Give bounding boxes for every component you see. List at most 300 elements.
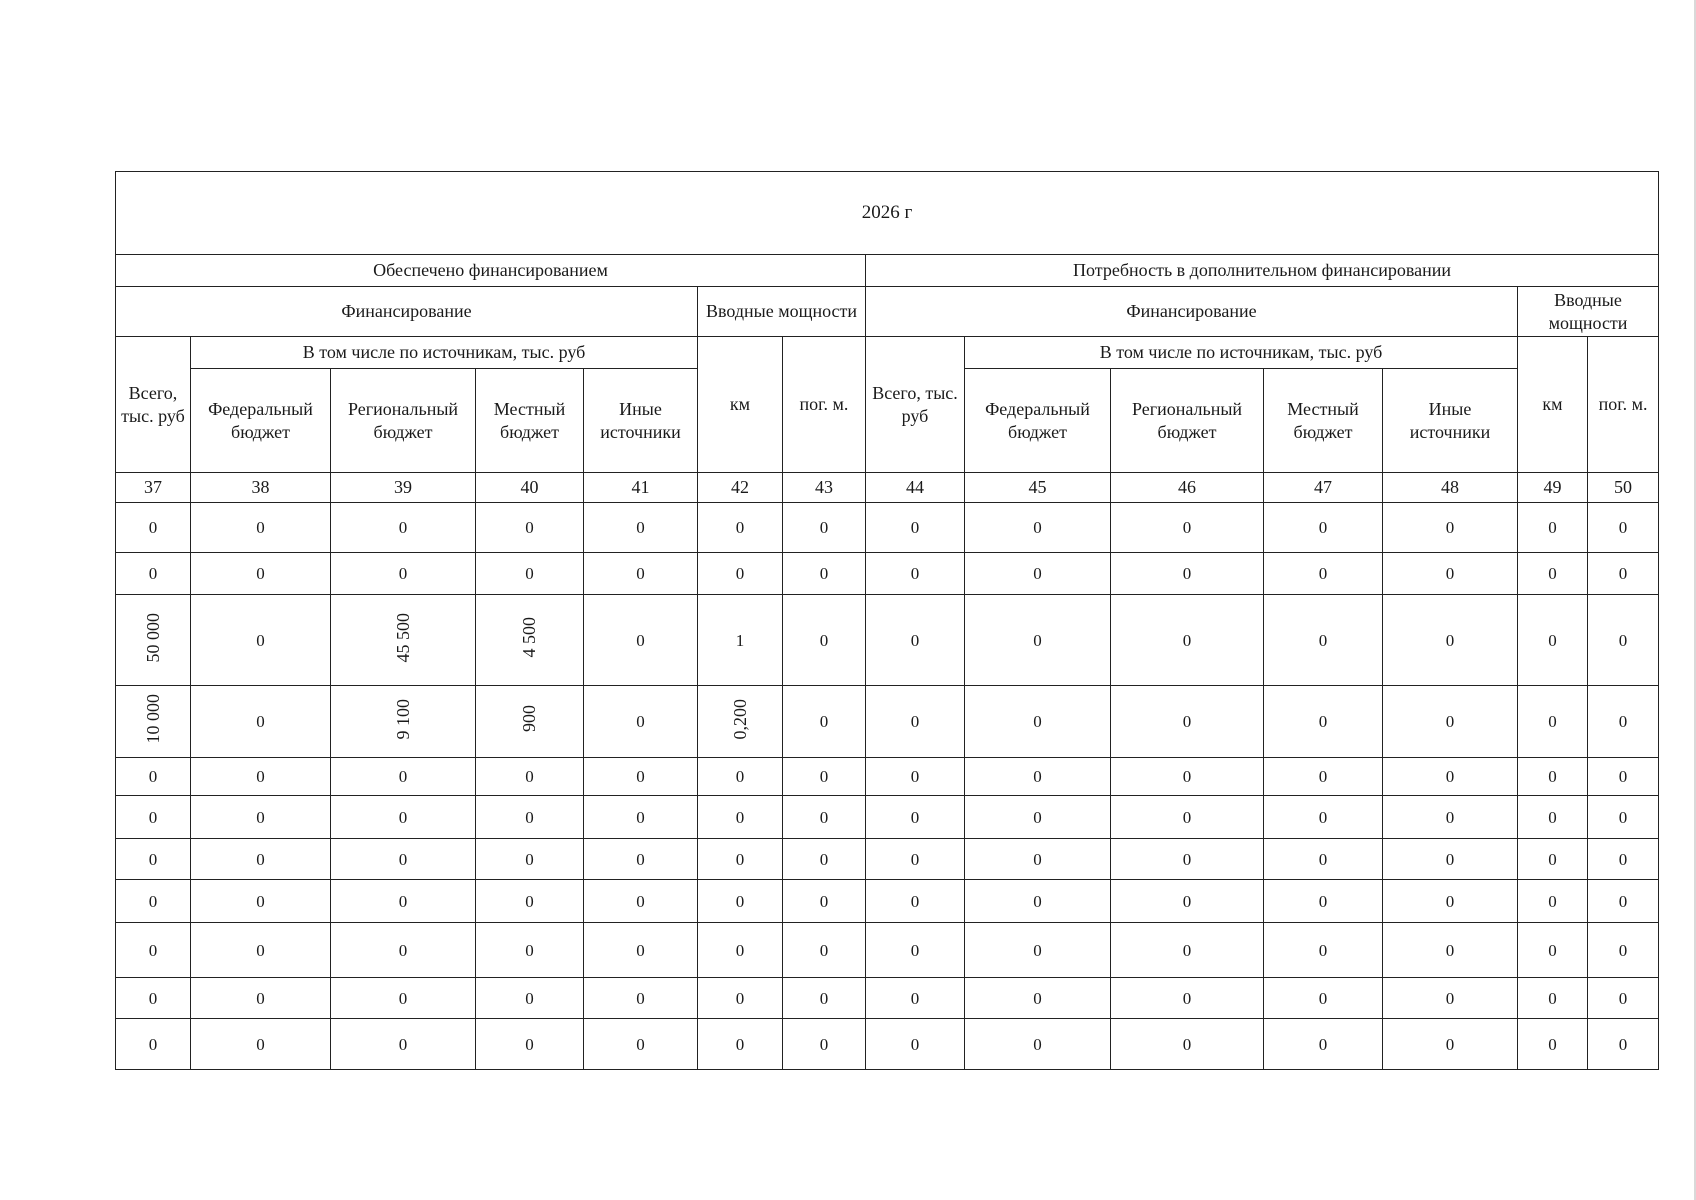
financing-right-header: Финансирование <box>866 287 1518 337</box>
table-cell <box>1383 923 1518 978</box>
cell-value: 0 <box>148 891 158 911</box>
cell-value: 0 <box>819 849 829 869</box>
table-cell <box>866 595 965 686</box>
table-cell <box>191 796 331 839</box>
table-cell <box>965 553 1111 595</box>
cell-value: 0 <box>1445 988 1455 1008</box>
cell-value: 0 <box>525 988 534 1008</box>
cell-value: 0 <box>819 630 829 650</box>
col-total-right: Всего, тыс. руб <box>866 337 965 473</box>
table-cell <box>1588 839 1659 880</box>
table-cell <box>331 503 476 553</box>
table-cell <box>1264 923 1383 978</box>
cell-value: 0 <box>1318 767 1328 787</box>
cell-value: 0 <box>1618 807 1628 827</box>
cell-value: 0 <box>819 1034 829 1054</box>
cell-value: 0 <box>256 849 265 869</box>
cell-value: 0 <box>1548 630 1557 650</box>
cell-value: 0 <box>398 564 408 584</box>
cell-value: 1 <box>735 630 745 650</box>
financing-table <box>115 171 1659 1070</box>
table-cell <box>584 923 698 978</box>
table-cell <box>1383 595 1518 686</box>
table-cell <box>116 686 191 758</box>
cell-value: 0 <box>636 564 645 584</box>
cell-value: 0 <box>1182 564 1192 584</box>
table-cell <box>1588 553 1659 595</box>
table-cell <box>584 686 698 758</box>
cell-value: 0 <box>256 564 265 584</box>
table-row <box>116 503 1659 553</box>
table-cell <box>965 796 1111 839</box>
table-cell <box>1518 880 1588 923</box>
table-cell <box>965 839 1111 880</box>
table-cell <box>1518 686 1588 758</box>
table-cell <box>476 1019 584 1070</box>
cell-value: 0 <box>1182 518 1192 538</box>
table-cell <box>191 503 331 553</box>
table-cell <box>866 796 965 839</box>
table-cell <box>965 880 1111 923</box>
cell-value: 0 <box>256 712 265 732</box>
cell-value: 0 <box>1618 518 1628 538</box>
table-cell <box>783 553 866 595</box>
cell-value: 0 <box>735 807 745 827</box>
table-cell <box>1264 758 1383 796</box>
capacity-left-header: Вводные мощности <box>698 287 866 337</box>
cell-value: 0 <box>636 807 645 827</box>
table-cell <box>698 758 783 796</box>
table-cell <box>783 1019 866 1070</box>
cell-value: 0 <box>1182 891 1192 911</box>
cell-value: 9 100 <box>392 698 413 739</box>
table-cell <box>331 758 476 796</box>
table-cell <box>116 796 191 839</box>
table-cell <box>331 553 476 595</box>
cell-value: 0 <box>1033 712 1042 732</box>
table-cell <box>1111 758 1264 796</box>
cell-value: 0 <box>819 712 829 732</box>
col-pogm-left: пог. м. <box>783 337 866 473</box>
cell-value: 0 <box>819 564 829 584</box>
table-cell <box>1383 880 1518 923</box>
table-cell <box>1111 595 1264 686</box>
table-cell <box>866 880 965 923</box>
cell-value: 0 <box>910 891 920 911</box>
cell-value: 0 <box>1033 518 1042 538</box>
cell-value: 0 <box>1318 849 1328 869</box>
cell-value: 0,200 <box>729 698 750 739</box>
cell-value: 50 000 <box>142 612 163 662</box>
cell-value: 0 <box>1445 849 1455 869</box>
table-cell <box>331 595 476 686</box>
column-number: 48 <box>1383 473 1518 503</box>
cell-value: 0 <box>525 564 534 584</box>
table-cell <box>866 839 965 880</box>
col-km-right: км <box>1518 337 1588 473</box>
section-secured-header: Обеспечено финансированием <box>116 255 866 287</box>
table-cell <box>1383 686 1518 758</box>
table-row <box>116 880 1659 923</box>
table-cell <box>584 595 698 686</box>
sources-left-header: В том числе по источникам, тыс. руб <box>191 337 698 369</box>
capacity-right-header: Вводные мощности <box>1518 287 1659 337</box>
cell-value: 0 <box>1445 891 1455 911</box>
table-cell <box>191 880 331 923</box>
column-number: 43 <box>783 473 866 503</box>
cell-value: 0 <box>256 767 265 787</box>
cell-value: 0 <box>1548 1034 1557 1054</box>
cell-value: 0 <box>735 767 745 787</box>
cell-value: 0 <box>735 988 745 1008</box>
cell-value: 0 <box>148 767 158 787</box>
table-cell <box>965 686 1111 758</box>
table-cell <box>116 758 191 796</box>
table-cell <box>1588 796 1659 839</box>
cell-value: 0 <box>1618 712 1628 732</box>
cell-value: 0 <box>1318 630 1328 650</box>
cell-value: 0 <box>636 988 645 1008</box>
table-cell <box>866 1019 965 1070</box>
table-row <box>116 758 1659 796</box>
cell-value: 0 <box>398 518 408 538</box>
table-row <box>116 796 1659 839</box>
table-cell <box>866 978 965 1019</box>
cell-value: 0 <box>1318 712 1328 732</box>
table-cell <box>116 923 191 978</box>
table-cell <box>698 553 783 595</box>
table-cell <box>331 686 476 758</box>
cell-value: 4 500 <box>519 617 540 658</box>
table-cell <box>1588 503 1659 553</box>
table-cell <box>476 880 584 923</box>
cell-value: 0 <box>1182 940 1192 960</box>
cell-value: 0 <box>1548 940 1557 960</box>
table-cell <box>191 758 331 796</box>
cell-value: 0 <box>1618 630 1628 650</box>
col-local-right: Местный бюджет <box>1264 369 1383 473</box>
col-local-left: Местный бюджет <box>476 369 584 473</box>
cell-value: 0 <box>1182 988 1192 1008</box>
table-cell <box>698 796 783 839</box>
table-cell <box>1264 796 1383 839</box>
cell-value: 0 <box>1182 630 1192 650</box>
table-cell <box>1588 758 1659 796</box>
cell-value: 0 <box>1033 767 1042 787</box>
table-cell <box>116 978 191 1019</box>
table-cell <box>331 839 476 880</box>
cell-value: 900 <box>519 705 540 733</box>
table-cell <box>476 978 584 1019</box>
table-cell <box>331 880 476 923</box>
column-number: 40 <box>476 473 584 503</box>
table-cell <box>965 1019 1111 1070</box>
table-cell <box>698 923 783 978</box>
column-number: 46 <box>1111 473 1264 503</box>
cell-value: 0 <box>1445 564 1455 584</box>
cell-value: 0 <box>735 1034 745 1054</box>
table-row <box>116 839 1659 880</box>
table-cell <box>476 553 584 595</box>
table-cell <box>331 1019 476 1070</box>
table-cell <box>1111 880 1264 923</box>
cell-value: 0 <box>525 849 534 869</box>
col-km-left: км <box>698 337 783 473</box>
cell-value: 0 <box>735 891 745 911</box>
table-cell <box>116 839 191 880</box>
cell-value: 0 <box>1445 1034 1455 1054</box>
cell-value: 0 <box>1618 767 1628 787</box>
cell-value: 0 <box>819 891 829 911</box>
table-cell <box>191 553 331 595</box>
table-cell <box>1588 595 1659 686</box>
table-cell <box>1264 595 1383 686</box>
table-cell <box>1518 839 1588 880</box>
table-cell <box>1518 1019 1588 1070</box>
table-row <box>116 553 1659 595</box>
cell-value: 0 <box>525 940 534 960</box>
table-cell <box>476 796 584 839</box>
table-cell <box>1383 978 1518 1019</box>
table-cell <box>331 978 476 1019</box>
table-cell <box>1264 1019 1383 1070</box>
table-cell <box>116 595 191 686</box>
cell-value: 0 <box>1033 849 1042 869</box>
cell-value: 0 <box>636 712 645 732</box>
column-number: 41 <box>584 473 698 503</box>
cell-value: 0 <box>1033 988 1042 1008</box>
cell-value: 0 <box>1548 518 1557 538</box>
cell-value: 0 <box>1318 988 1328 1008</box>
table-cell <box>584 1019 698 1070</box>
table-cell <box>783 923 866 978</box>
cell-value: 0 <box>819 807 829 827</box>
cell-value: 0 <box>1445 767 1455 787</box>
col-total-left: Всего, тыс. руб <box>116 337 191 473</box>
cell-value: 0 <box>148 518 158 538</box>
column-number: 50 <box>1588 473 1659 503</box>
table-cell <box>1111 503 1264 553</box>
table-cell <box>1518 595 1588 686</box>
table-cell <box>965 595 1111 686</box>
table-cell <box>476 923 584 978</box>
column-number: 45 <box>965 473 1111 503</box>
table-cell <box>476 758 584 796</box>
table-cell <box>698 839 783 880</box>
table-cell <box>116 1019 191 1070</box>
table-cell <box>698 686 783 758</box>
cell-value: 0 <box>1445 807 1455 827</box>
table-cell <box>116 553 191 595</box>
table-cell <box>116 880 191 923</box>
cell-value: 0 <box>636 849 645 869</box>
table-cell <box>1518 796 1588 839</box>
cell-value: 0 <box>1033 940 1042 960</box>
table-row <box>116 978 1659 1019</box>
table-cell <box>866 503 965 553</box>
cell-value: 0 <box>1318 940 1328 960</box>
table-cell <box>783 686 866 758</box>
table-cell <box>1518 758 1588 796</box>
table-cell <box>1111 796 1264 839</box>
table-cell <box>191 1019 331 1070</box>
table-cell <box>783 796 866 839</box>
table-cell <box>584 796 698 839</box>
table-cell <box>698 880 783 923</box>
cell-value: 0 <box>910 940 920 960</box>
cell-value: 0 <box>819 988 829 1008</box>
cell-value: 0 <box>256 518 265 538</box>
cell-value: 0 <box>256 940 265 960</box>
table-cell <box>584 553 698 595</box>
table-cell <box>191 923 331 978</box>
cell-value: 0 <box>910 988 920 1008</box>
cell-value: 0 <box>1548 767 1557 787</box>
table-cell <box>965 923 1111 978</box>
cell-value: 0 <box>819 940 829 960</box>
cell-value: 0 <box>1548 807 1557 827</box>
cell-value: 0 <box>1618 940 1628 960</box>
cell-value: 0 <box>148 1034 158 1054</box>
table-cell <box>1383 839 1518 880</box>
year-title: 2026 г <box>116 172 1659 255</box>
table-cell <box>866 923 965 978</box>
table-cell <box>1264 553 1383 595</box>
cell-value: 0 <box>398 1034 408 1054</box>
table-cell <box>584 503 698 553</box>
table-cell <box>331 796 476 839</box>
table-row <box>116 595 1659 686</box>
table-cell <box>1518 553 1588 595</box>
cell-value: 0 <box>735 940 745 960</box>
cell-value: 0 <box>1548 564 1557 584</box>
table-cell <box>1588 686 1659 758</box>
cell-value: 0 <box>636 518 645 538</box>
table-cell <box>191 595 331 686</box>
table-cell <box>584 839 698 880</box>
table-cell <box>1518 503 1588 553</box>
table-cell <box>1111 923 1264 978</box>
table-cell <box>1111 839 1264 880</box>
table-cell <box>1111 978 1264 1019</box>
cell-value: 0 <box>398 988 408 1008</box>
table-cell <box>584 758 698 796</box>
table-cell <box>698 503 783 553</box>
column-number: 42 <box>698 473 783 503</box>
cell-value: 0 <box>1033 564 1042 584</box>
table-cell <box>866 758 965 796</box>
table-cell <box>1518 978 1588 1019</box>
table-cell <box>783 503 866 553</box>
cell-value: 0 <box>148 807 158 827</box>
cell-value: 0 <box>1182 849 1192 869</box>
table-cell <box>476 839 584 880</box>
cell-value: 0 <box>1182 807 1192 827</box>
table-cell <box>698 1019 783 1070</box>
table-cell <box>866 553 965 595</box>
table-cell <box>191 839 331 880</box>
table-cell <box>783 880 866 923</box>
column-number: 37 <box>116 473 191 503</box>
cell-value: 0 <box>525 807 534 827</box>
table-cell <box>783 758 866 796</box>
column-number: 47 <box>1264 473 1383 503</box>
cell-value: 0 <box>398 849 408 869</box>
column-number: 49 <box>1518 473 1588 503</box>
table-cell <box>331 923 476 978</box>
cell-value: 0 <box>1033 807 1042 827</box>
table-cell <box>191 686 331 758</box>
table-cell <box>698 978 783 1019</box>
table-cell <box>476 595 584 686</box>
cell-value: 0 <box>398 940 408 960</box>
cell-value: 0 <box>148 564 158 584</box>
cell-value: 0 <box>1318 1034 1328 1054</box>
cell-value: 10 000 <box>142 694 163 744</box>
cell-value: 0 <box>1618 891 1628 911</box>
cell-value: 0 <box>636 891 645 911</box>
financing-left-header: Финансирование <box>116 287 698 337</box>
col-federal-left: Федеральный бюджет <box>191 369 331 473</box>
cell-value: 0 <box>910 807 920 827</box>
cell-value: 0 <box>148 988 158 1008</box>
table-cell <box>584 978 698 1019</box>
col-other-right: Иные источники <box>1383 369 1518 473</box>
cell-value: 0 <box>910 767 920 787</box>
table-cell <box>1383 503 1518 553</box>
table-row <box>116 1019 1659 1070</box>
cell-value: 0 <box>735 849 745 869</box>
table-row <box>116 923 1659 978</box>
table-cell <box>1264 503 1383 553</box>
column-number: 38 <box>191 473 331 503</box>
cell-value: 0 <box>1445 518 1455 538</box>
table-cell <box>1588 923 1659 978</box>
cell-value: 0 <box>910 712 920 732</box>
cell-value: 0 <box>1618 849 1628 869</box>
cell-value: 0 <box>256 807 265 827</box>
table-cell <box>476 686 584 758</box>
table-cell <box>1264 686 1383 758</box>
table-cell <box>1588 1019 1659 1070</box>
table-cell <box>584 880 698 923</box>
cell-value: 0 <box>1445 630 1455 650</box>
column-number: 39 <box>331 473 476 503</box>
cell-value: 0 <box>1318 564 1328 584</box>
cell-value: 0 <box>1548 849 1557 869</box>
section-additional-header: Потребность в дополнительном финансировании <box>866 255 1659 287</box>
cell-value: 0 <box>1618 564 1628 584</box>
cell-value: 0 <box>1548 891 1557 911</box>
cell-value: 0 <box>525 518 534 538</box>
table-cell <box>1588 978 1659 1019</box>
table-cell <box>783 839 866 880</box>
cell-value: 0 <box>910 630 920 650</box>
cell-value: 0 <box>256 891 265 911</box>
cell-value: 0 <box>256 1034 265 1054</box>
table-cell <box>965 758 1111 796</box>
cell-value: 0 <box>1445 940 1455 960</box>
table-cell <box>1588 880 1659 923</box>
cell-value: 0 <box>1445 712 1455 732</box>
sources-right-header: В том числе по источникам, тыс. руб <box>965 337 1518 369</box>
cell-value: 0 <box>636 767 645 787</box>
cell-value: 0 <box>910 849 920 869</box>
table-cell <box>965 503 1111 553</box>
cell-value: 0 <box>1182 1034 1192 1054</box>
cell-value: 0 <box>735 518 745 538</box>
cell-value: 0 <box>910 564 920 584</box>
